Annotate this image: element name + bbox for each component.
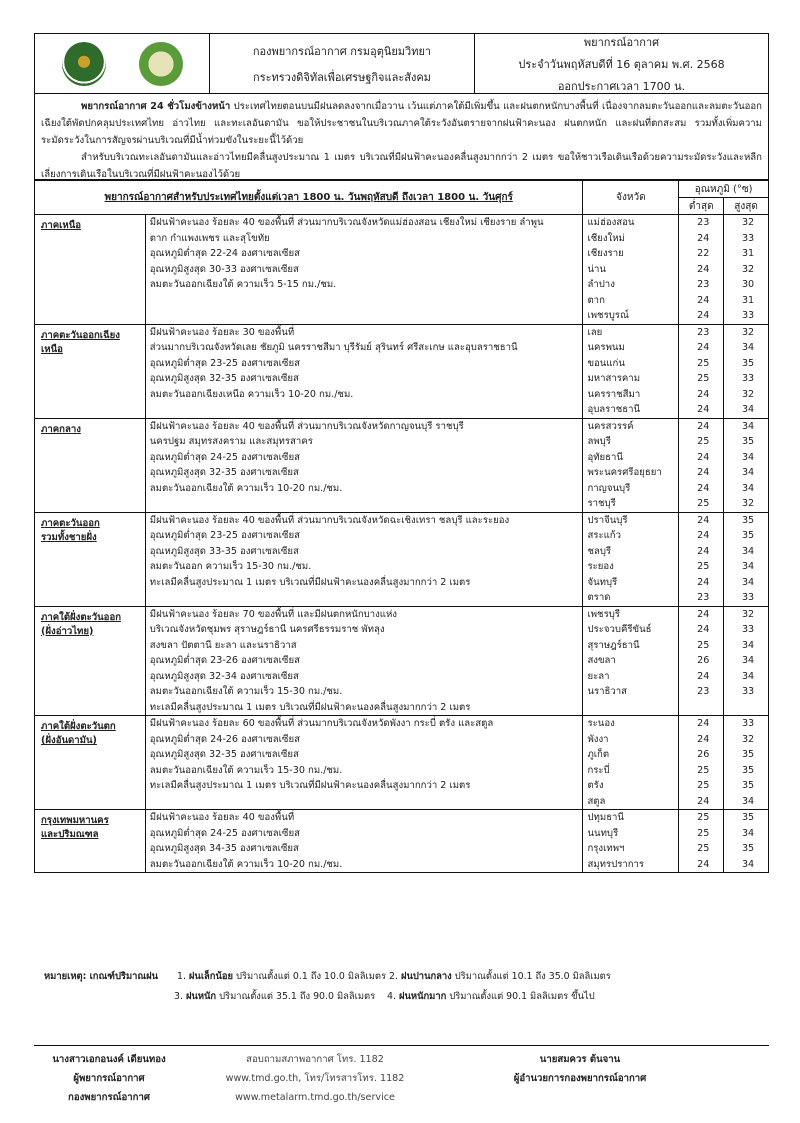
max-temp-cell: [724, 324, 769, 418]
forecast-line: อุณหภูมิสูงสุด 32-34 องศาเซลเซียส: [149, 670, 299, 682]
max-temp: 31: [741, 294, 755, 306]
min-temp: 25: [697, 561, 710, 572]
forecast-line: อุณหภูมิต่ำสุด 23-25 องศาเซลเซียส: [149, 530, 300, 541]
max-temp: 32: [741, 217, 755, 228]
min-temp: 25: [697, 764, 710, 776]
province-name: ตราด: [587, 592, 611, 603]
min-temp: 25: [697, 498, 710, 509]
forecast-line: ลมตะวันออก ความเร็ว 15-30 กม./ชม.: [149, 561, 312, 572]
region-row: [35, 716, 769, 810]
forecast-line: อุณหภูมิสูงสุด 32-35 องศาเซลเซียส: [149, 467, 299, 478]
forecast-line: มีฝนฟ้าคะนอง ร้อยละ 70 ของพื้นที่ และมีฝนตกหนักบางแห่ง: [149, 608, 397, 620]
min-temp: 23: [697, 279, 710, 290]
province-cell: [583, 324, 679, 418]
region-name: ภาคเหนือ: [41, 220, 82, 231]
max-temp: 34: [741, 858, 755, 870]
min-temp: 25: [697, 357, 710, 369]
max-temp: 34: [741, 827, 755, 839]
ministry-logo-icon: [139, 42, 183, 86]
region-name: กรุงเทพมหานคร: [41, 815, 109, 826]
col-max-header: สูงสุด: [724, 198, 769, 215]
forecast-line: ทะเลมีคลื่นสูงประมาณ 1 เมตร บริเวณที่มีฝนฟ้าคะนองคลื่นสูงมากกว่า 2 เมตร: [149, 576, 471, 588]
min-temp: 26: [697, 655, 710, 666]
max-temp: 35: [741, 764, 755, 776]
forecast-line: อุณหภูมิต่ำสุด 23-26 องศาเซลเซียส: [149, 655, 300, 666]
forecast-line: ลมตะวันออกเฉียงใต้ ความเร็ว 10-20 กม./ชม.: [149, 482, 343, 494]
forecast-line: อุณหภูมิสูงสุด 30-33 องศาเซลเซียส: [149, 263, 299, 275]
min-temp: 24: [697, 388, 710, 400]
min-temp: 24: [697, 342, 710, 353]
province-name: ระยอง: [587, 561, 614, 572]
max-temp: 32: [741, 498, 755, 509]
min-temp: 24: [697, 576, 710, 588]
region-name: ภาคใต้ฝั่งตะวันตก: [41, 721, 116, 732]
min-temp: 24: [697, 482, 710, 494]
max-temp: 34: [741, 670, 755, 682]
forecast-line: [146, 308, 583, 324]
province-name: สตูล: [587, 795, 606, 807]
province-name: เชียงใหม่: [587, 232, 625, 244]
min-temp: 24: [697, 514, 710, 526]
province-name: นนทบุรี: [587, 827, 619, 839]
forecaster-dept: กองพยากรณ์อากาศ: [68, 1092, 150, 1103]
region-subname: และปริมณฑล: [41, 829, 99, 840]
min-temp: 24: [697, 294, 710, 306]
region-forecast-cell: [145, 324, 583, 418]
forecast-line: [146, 402, 583, 418]
forecast-line: ลมตะวันออกเฉียงใต้ ความเร็ว 15-30 กม./ชม.: [149, 686, 343, 697]
max-temp: 34: [741, 342, 755, 353]
max-temp: 34: [741, 404, 755, 415]
max-temp-cell: [724, 606, 769, 716]
min-temp: 24: [697, 608, 710, 620]
min-temp: 24: [697, 718, 710, 729]
province-name: จันทบุรี: [587, 576, 618, 588]
forecast-line: อุณหภูมิต่ำสุด 24-25 องศาเซลเซียส: [149, 827, 300, 839]
max-temp: 34: [741, 655, 755, 666]
region-name-cell: [35, 215, 146, 325]
min-temp: 23: [697, 326, 710, 338]
max-temp-cell: [724, 716, 769, 810]
province-name: เพชรบุรี: [587, 608, 620, 620]
min-temp: 23: [697, 686, 710, 697]
region-subname: (ฝั่งอ่าวไทย): [41, 625, 94, 637]
min-temp-cell: [679, 215, 724, 325]
forecast-line: [146, 293, 583, 309]
province-name: ตาก: [587, 294, 605, 306]
min-temp: 24: [697, 467, 710, 478]
province-name: ลพบุรี: [587, 436, 611, 447]
forecast-line: อุณหภูมิสูงสุด 32-35 องศาเซลเซียส: [149, 749, 299, 760]
doc-title: พยากรณ์อากาศ: [583, 35, 660, 49]
min-temp: 24: [697, 670, 710, 682]
region-name: ภาคใต้ฝั่งตะวันออก: [41, 611, 122, 623]
province-name: ชลบุรี: [587, 545, 612, 557]
forecast-line: สงขลา ปัตตานี ยะลา และนราธิวาส: [149, 639, 297, 651]
col-min-header: ต่ำสุด: [679, 198, 724, 215]
min-temp-cell: [679, 810, 724, 873]
col-province-header: จังหวัด: [583, 181, 679, 215]
province-name: สระแก้ว: [587, 530, 621, 541]
contact-info: [205, 1050, 425, 1107]
min-temp: [679, 700, 723, 716]
forecast-line: อุณหภูมิสูงสุด 34-35 องศาเซลเซียส: [149, 843, 299, 854]
summary-paragraph-2: สำหรับบริเวณทะเลอันดามันและอ่าวไทยมีคลื่นสูงประมาณ 1 เมตร บริเวณที่มีฝนฟ้าคะนองคลื่นสูงมากกว่า 2 เมตร ขอให้ชาวเรือเดินเรือด้วยความระมัดระวังและหลีกเลี่ยงการเดินเรือในบริเวณที่มีฝนฟ้าคะนองไว้ด้วย: [41, 152, 762, 180]
province-cell: [583, 512, 679, 606]
forecast-line: นครปฐม สมุทรสงคราม และสมุทรสาคร: [149, 436, 313, 447]
forecast-line: มีฝนฟ้าคะนอง ร้อยละ 30 ของพื้นที่: [149, 326, 295, 338]
min-temp: 24: [697, 733, 710, 745]
region-name-cell: [35, 810, 146, 873]
forecast-line: อุณหภูมิต่ำสุด 23-25 องศาเซลเซียส: [149, 357, 300, 369]
notes-row-1: หมายเหตุ: เกณฑ์ปริมาณฝน 1. ฝนเล็กน้อย ปริมาณตั้งแต่ 0.1 ถึง 10.0 มิลลิเมตร 2. ฝนปานกลาง ปริมาณตั้งแต่ 10.1 ถึง 35.0 มิลลิเมตร: [44, 967, 611, 987]
province-name: น่าน: [587, 263, 606, 275]
forecast-line: ลมตะวันออกเฉียงใต้ ความเร็ว 5-15 กม./ชม.: [149, 279, 337, 290]
contact-service-url[interactable]: www.metalarm.tmd.go.th/service: [235, 1092, 395, 1103]
max-temp: 34: [741, 576, 755, 588]
max-temp: 32: [741, 733, 755, 745]
notes-row-2: 3. ฝนหนัก ปริมาณตั้งแต่ 35.1 ถึง 90.0 มิลลิเมตร 4. ฝนหนักมาก ปริมาณตั้งแต่ 90.1 มิลลิเมตร ขึ้นไป: [174, 991, 595, 1002]
forecast-line: ลมตะวันออกเฉียงใต้ ความเร็ว 10-20 กม./ชม.: [149, 858, 343, 870]
region-forecast-cell: [145, 810, 583, 873]
min-temp: 24: [697, 530, 710, 541]
forecast-line: [146, 590, 583, 606]
forecaster-signature: [44, 1050, 174, 1107]
province-name: อุทัยธานี: [587, 451, 623, 463]
max-temp: 35: [741, 514, 755, 526]
province-name: นครพนม: [587, 342, 625, 353]
max-temp: 34: [741, 545, 755, 557]
forecast-line: มีฝนฟ้าคะนอง ร้อยละ 40 ของพื้นที่ ส่วนมากบริเวณจังหวัดกาญจนบุรี ราชบุรี: [149, 420, 464, 432]
region-subname: รวมทั้งชายฝั่ง: [41, 531, 97, 543]
forecast-line: อุณหภูมิต่ำสุด 22-24 องศาเซลเซียส: [149, 248, 300, 259]
province-name: ปราจีนบุรี: [587, 514, 628, 526]
max-temp: 35: [741, 780, 755, 791]
min-temp-cell: [679, 606, 724, 716]
title-cell: [475, 34, 768, 93]
province-name: ตรัง: [587, 780, 604, 791]
region-row: [35, 606, 769, 716]
province-cell: [583, 606, 679, 716]
max-temp: 34: [741, 639, 755, 651]
province-name: [583, 700, 678, 716]
region-name: ภาคกลาง: [41, 423, 81, 435]
min-temp: 24: [697, 545, 710, 557]
min-temp: 24: [697, 420, 710, 432]
contact-phone: สอบถามสภาพอากาศ โทร. 1182: [246, 1054, 384, 1065]
region-row: [35, 418, 769, 512]
max-temp: 32: [741, 608, 755, 620]
org-department: กองพยากรณ์อากาศ กรมอุตุนิยมวิทยา: [252, 44, 432, 58]
min-temp: 24: [697, 451, 710, 463]
forecast-line: ทะเลมีคลื่นสูงประมาณ 1 เมตร บริเวณที่มีฝนฟ้าคะนองคลื่นสูงมากกว่า 2 เมตร: [149, 780, 471, 791]
province-name: พังงา: [587, 733, 609, 745]
region-forecast-cell: [145, 512, 583, 606]
organization-cell: [210, 34, 475, 93]
province-name: นราธิวาส: [587, 686, 628, 697]
forecast-line: ลมตะวันออกเฉียงใต้ ความเร็ว 15-30 กม./ชม.: [149, 764, 343, 776]
province-name: สมุทรปราการ: [587, 858, 645, 870]
summary-paragraph-1: พยากรณ์อากาศ 24 ชั่วโมงข้างหน้า ประเทศไทยตอนบนมีฝนลดลงจากเมื่อวาน เว้นแต่ภาคใต้มีเพิ่มขึ้น และฝนตกหนักบางพื้นที่ เนื่องจากลมตะวันออกและลมตะวันออกเฉียงใต้พัดปกคลุมประเทศไทย อ่าวไทย และทะเลอันดามัน ขอให้ประชาชนในบริเวณภาคใต้ระวังอันตรายจากฝนฟ้าคะนอง ฝนตกหนัก และฝนที่ตกสะสม รวมทั้งเพิ่มความระมัดระวังในการสัญจรผ่านบริเวณที่มีน้ำท่วมขังในระยะนี้ไว้ด้วย: [41, 101, 762, 146]
min-temp-cell: [679, 512, 724, 606]
min-temp: 25: [697, 827, 710, 839]
province-name: พระนครศรีอยุธยา: [587, 467, 662, 478]
max-temp: 35: [741, 436, 755, 447]
max-temp: 35: [741, 843, 755, 854]
region-forecast-cell: [145, 215, 583, 325]
max-temp: 33: [741, 232, 755, 244]
region-row: [35, 512, 769, 606]
min-temp: 24: [697, 263, 710, 275]
forecast-table: [34, 180, 769, 873]
min-temp: 24: [697, 310, 710, 321]
province-cell: [583, 215, 679, 325]
region-name-cell: [35, 512, 146, 606]
min-temp: 24: [697, 858, 710, 870]
forecast-line: [146, 794, 583, 810]
max-temp: 34: [741, 795, 755, 807]
province-cell: [583, 810, 679, 873]
forecaster-role: ผู้พยากรณ์อากาศ: [73, 1073, 145, 1084]
province-cell: [583, 418, 679, 512]
province-name: กระบี่: [587, 764, 610, 776]
max-temp: 35: [741, 749, 755, 760]
summary-lead: พยากรณ์อากาศ 24 ชั่วโมงข้างหน้า: [81, 101, 231, 112]
director-name: นายสมควร ต้นจาน: [539, 1054, 621, 1065]
province-name: สุราษฎร์ธานี: [587, 639, 640, 651]
max-temp-cell: [724, 512, 769, 606]
max-temp: 33: [741, 310, 755, 321]
min-temp: 23: [697, 592, 710, 603]
forecast-line: มีฝนฟ้าคะนอง ร้อยละ 60 ของพื้นที่ ส่วนมากบริเวณจังหวัดพังงา กระบี่ ตรัง และสตูล: [149, 718, 494, 729]
max-temp-cell: [724, 418, 769, 512]
province-name: กาญจนบุรี: [587, 482, 631, 494]
forecast-line: บริเวณจังหวัดชุมพร สุราษฎร์ธานี นครศรีธรรมราช พัทลุง: [149, 624, 385, 635]
max-temp: 33: [741, 592, 755, 603]
forecast-line: ส่วนมากบริเวณจังหวัดเลย ชัยภูมิ นครราชสีมา บุรีรัมย์ สุรินทร์ ศรีสะเกษ และอุบลราชธานี: [149, 342, 518, 353]
province-name: ภูเก็ต: [587, 749, 610, 760]
max-temp-cell: [724, 810, 769, 873]
province-name: เพชรบูรณ์: [587, 310, 629, 321]
min-temp: 22: [697, 248, 710, 259]
region-row: [35, 215, 769, 325]
max-temp: 35: [741, 530, 755, 541]
region-name-cell: [35, 606, 146, 716]
province-name: นครสวรรค์: [587, 420, 634, 432]
max-temp: 31: [741, 248, 755, 259]
max-temp: 33: [741, 718, 755, 729]
signature-divider: [34, 1045, 769, 1046]
forecast-line: อุณหภูมิสูงสุด 33-35 องศาเซลเซียส: [149, 545, 299, 557]
max-temp: 33: [741, 686, 755, 697]
region-forecast-cell: [145, 418, 583, 512]
province-name: เลย: [587, 326, 603, 338]
province-name: นครราชสีมา: [587, 388, 641, 400]
region-subname: (ฝั่งอันดามัน): [41, 735, 97, 746]
forecast-line: อุณหภูมิต่ำสุด 24-26 องศาเซลเซียส: [149, 733, 300, 745]
region-row: [35, 324, 769, 418]
province-cell: [583, 716, 679, 810]
province-name: สงขลา: [587, 655, 616, 666]
min-temp-cell: [679, 324, 724, 418]
max-temp: 34: [741, 561, 755, 572]
min-temp: 25: [697, 812, 710, 823]
forecast-line: ลมตะวันออกเฉียงเหนือ ความเร็ว 10-20 กม./ชม.: [149, 388, 354, 400]
province-name: แม่ฮ่องสอน: [587, 217, 635, 228]
director-signature: [490, 1050, 670, 1088]
min-temp: 26: [697, 749, 710, 760]
region-forecast-cell: [145, 606, 583, 716]
max-temp: 34: [741, 467, 755, 478]
min-temp: 24: [697, 795, 710, 807]
max-temp: 32: [741, 388, 755, 400]
min-temp: 24: [697, 624, 710, 635]
min-temp: 25: [697, 780, 710, 791]
doc-date: ประจำวันพฤหัสบดีที่ 16 ตุลาคม พ.ศ. 2568: [518, 57, 725, 71]
max-temp: 35: [741, 812, 755, 823]
province-name: เชียงราย: [587, 248, 624, 259]
max-temp: 35: [741, 357, 755, 369]
doc-issue-time: ออกประกาศเวลา 1700 น.: [557, 79, 686, 93]
province-name: ลำปาง: [587, 279, 615, 290]
region-name-cell: [35, 324, 146, 418]
min-temp-cell: [679, 418, 724, 512]
province-name: มหาสารคาม: [587, 373, 641, 384]
forecast-line: ตาก กำแพงเพชร และสุโขทัย: [149, 232, 270, 244]
min-temp: 25: [697, 639, 710, 651]
region-name-cell: [35, 418, 146, 512]
forecast-line: มีฝนฟ้าคะนอง ร้อยละ 40 ของพื้นที่: [149, 812, 295, 823]
max-temp: 32: [741, 326, 755, 338]
region-forecast-cell: [145, 716, 583, 810]
min-temp: 25: [697, 843, 710, 854]
max-temp: 34: [741, 482, 755, 494]
min-temp: 25: [697, 436, 710, 447]
document-header: [34, 33, 769, 94]
max-temp: 33: [741, 624, 755, 635]
province-name: ขอนแก่น: [587, 357, 625, 369]
province-name: ราชบุรี: [587, 498, 616, 509]
min-temp: 25: [697, 373, 710, 384]
province-name: ยะลา: [587, 670, 610, 682]
max-temp-cell: [724, 215, 769, 325]
province-name: อุบลราชธานี: [587, 404, 641, 415]
max-temp: 33: [741, 373, 755, 384]
region-name: ภาคตะวันออกเฉียงเหนือ: [41, 329, 120, 355]
max-temp: 32: [741, 263, 755, 275]
min-temp-cell: [679, 716, 724, 810]
col-temp-header: อุณหภูมิ (°ซ): [679, 181, 769, 198]
min-temp: 24: [697, 404, 710, 415]
min-temp: 24: [697, 232, 710, 244]
tmd-logo-icon: [62, 42, 106, 86]
notes-label: หมายเหตุ: เกณฑ์ปริมาณฝน: [44, 971, 158, 982]
table-title: พยากรณ์อากาศสำหรับประเทศไทยตั้งแต่เวลา 1800 น. วันพฤหัสบดี ถึงเวลา 1800 น. วันศุกร์: [35, 181, 583, 215]
rainfall-notes: [44, 967, 611, 1007]
logos-cell: [35, 34, 210, 93]
max-temp: [724, 700, 768, 716]
forecast-line: ทะเลมีคลื่นสูงประมาณ 1 เมตร บริเวณที่มีฝนฟ้าคะนองคลื่นสูงมากกว่า 2 เมตร: [149, 701, 471, 713]
forecast-line: อุณหภูมิสูงสุด 32-35 องศาเซลเซียส: [149, 373, 299, 384]
forecast-line: อุณหภูมิต่ำสุด 24-25 องศาเซลเซียส: [149, 451, 300, 463]
max-temp: 34: [741, 420, 755, 432]
province-name: ระนอง: [587, 718, 615, 729]
province-name: กรุงเทพฯ: [587, 843, 625, 854]
region-name: ภาคตะวันออก: [41, 517, 100, 529]
min-temp: 23: [697, 217, 710, 228]
province-name: ปทุมธานี: [587, 812, 624, 823]
forecast-summary: [34, 94, 769, 180]
org-ministry: กระทรวงดิจิทัลเพื่อเศรษฐกิจและสังคม: [253, 70, 431, 84]
contact-website[interactable]: www.tmd.go.th, โทร/โทรสารโทร. 1182: [225, 1073, 405, 1084]
region-name-cell: [35, 716, 146, 810]
province-name: ประจวบคีรีขันธ์: [587, 624, 652, 635]
forecast-line: [146, 496, 583, 512]
region-row: [35, 810, 769, 873]
forecast-line: มีฝนฟ้าคะนอง ร้อยละ 40 ของพื้นที่ ส่วนมากบริเวณจังหวัดแม่ฮ่องสอน เชียงใหม่ เชียงราย ลำพูน: [149, 217, 544, 228]
forecast-line: มีฝนฟ้าคะนอง ร้อยละ 40 ของพื้นที่ ส่วนมากบริเวณจังหวัดฉะเชิงเทรา ชลบุรี และระยอง: [149, 514, 510, 526]
forecaster-name: นางสาวเอกอนงค์ เดียนทอง: [52, 1054, 166, 1065]
director-role: ผู้อำนวยการกองพยากรณ์อากาศ: [513, 1073, 647, 1084]
max-temp: 34: [741, 451, 755, 463]
max-temp: 30: [741, 279, 755, 290]
